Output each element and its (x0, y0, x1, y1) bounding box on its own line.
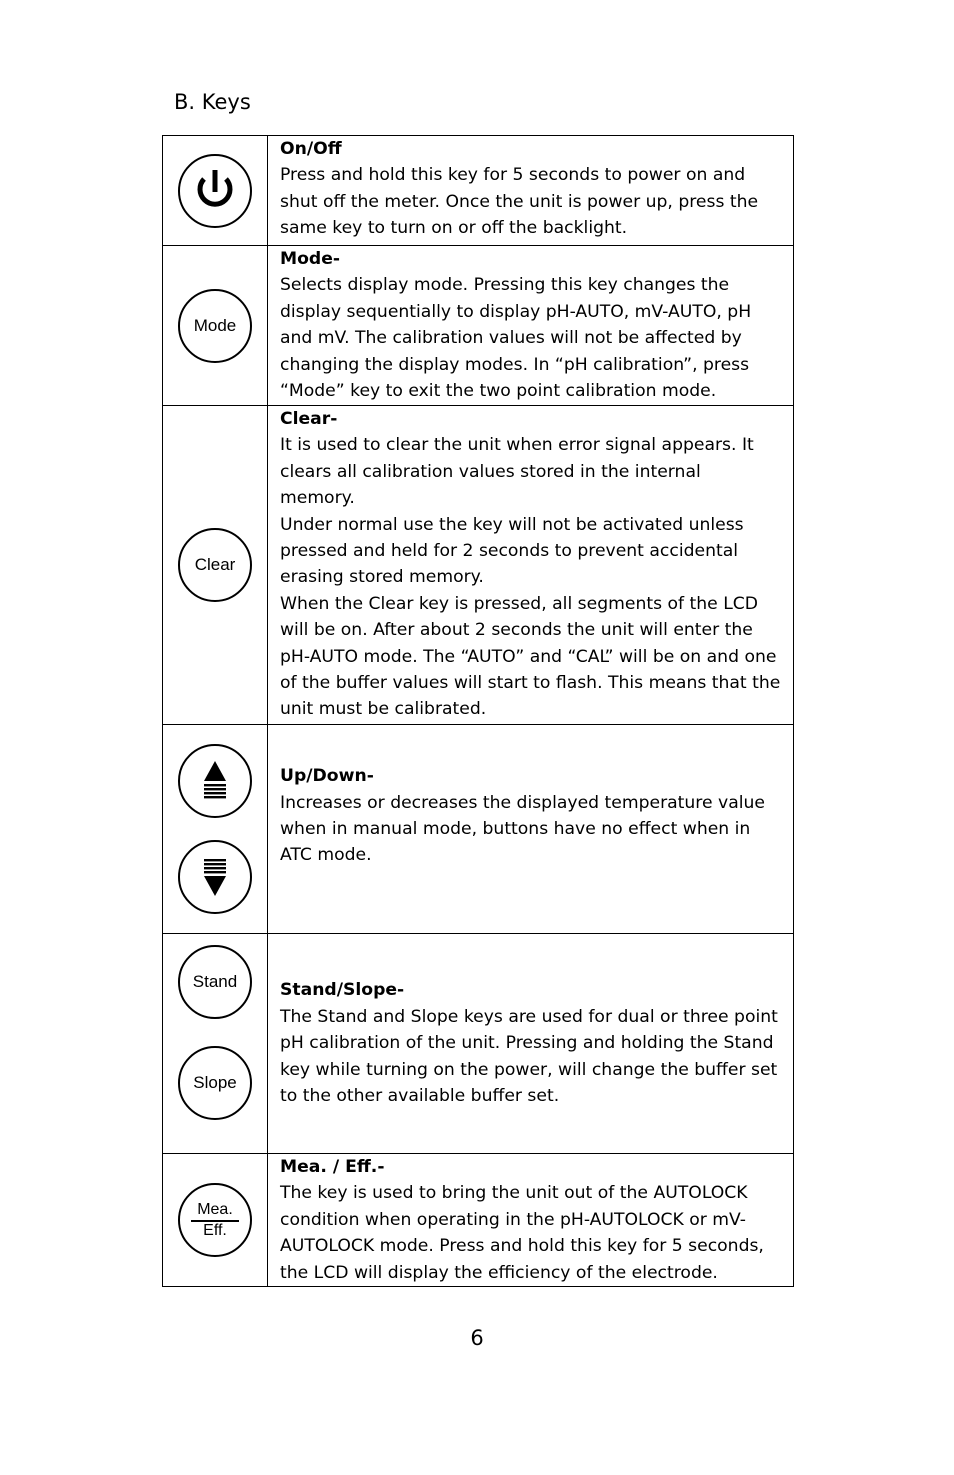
table-row (163, 136, 794, 246)
keys-table (162, 135, 794, 1287)
key-title: Mode- (280, 249, 341, 269)
table-row (163, 1154, 794, 1287)
key-description: The Stand and Slope keys are used for dual or three point pH calibration of the unit. Pressing and holding the Stand key while turning on the power, will change the buffer set to the other available buffer set. (280, 1006, 778, 1107)
description-cell (268, 725, 794, 934)
icon-cell (163, 406, 268, 725)
description-cell (268, 246, 794, 406)
icon-cell (163, 725, 268, 934)
power-icon (177, 153, 253, 229)
mea-eff-key-icon (178, 1183, 252, 1257)
description-cell (268, 934, 794, 1154)
clear-key-icon (178, 528, 252, 602)
table-row (163, 725, 794, 934)
slope-key-icon (178, 1046, 252, 1120)
icon-cell (163, 136, 268, 246)
up-arrow-icon (177, 743, 253, 819)
key-description: The key is used to bring the unit out of the AUTOLOCK condition when operating in the pH-AUTOLOCK or mV-AUTOLOCK mode. Press and hold this key for 5 seconds, the LCD will display the efficiency of the electrode. (280, 1183, 764, 1283)
key-title: Mea. / Eff.- (280, 1157, 385, 1177)
down-arrow-icon (177, 839, 253, 915)
icon-cell (163, 934, 268, 1154)
description-cell (268, 1154, 794, 1287)
key-title: On/Off (280, 139, 342, 159)
clear-key-label: Clear (194, 555, 236, 574)
key-description: Increases or decreases the displayed temperature value when in manual mode, buttons have no effect when in ATC mode. (280, 792, 765, 866)
key-description: It is used to clear the unit when error signal appears. It clears all calibration values stored in the internal memory. (280, 435, 754, 509)
mode-key-label: Mode (193, 315, 237, 335)
stand-key-icon (178, 945, 252, 1019)
table-row (163, 246, 794, 406)
key-title: Up/Down- (280, 766, 374, 787)
icon-cell (163, 1154, 268, 1287)
icon-stack (163, 743, 267, 915)
key-description: Press and hold this key for 5 seconds to power on and shut off the meter. Once the unit is power up, press the same key to turn on or off the backlight. (280, 165, 759, 239)
table-row (163, 934, 794, 1154)
key-title: Stand/Slope- (280, 980, 405, 1001)
stand-key-label: Stand (192, 972, 238, 991)
page-number: 6 (470, 1326, 484, 1350)
section-heading: B. Keys (174, 90, 251, 114)
key-description: Selects display mode. Pressing this key changes the display sequentially to display pH-AUTO, mV-AUTO, pH and mV. The calibration values will not be affected by changing the display modes. In “pH calibration”, press “Mode” key to exit the two point calibration mode. (280, 275, 752, 402)
slope-key-label: Slope (193, 1073, 237, 1092)
key-description: Under normal use the key will not be activated unless pressed and held for 2 seconds to prevent accidental erasing stored memory. (280, 514, 744, 588)
icon-cell (163, 246, 268, 406)
key-title: Clear- (280, 409, 338, 429)
table-row (163, 406, 794, 725)
mode-key-icon (178, 289, 252, 363)
mea-key-label: Mea. (191, 1201, 239, 1222)
eff-key-label: Eff. (203, 1221, 227, 1239)
key-description: When the Clear key is pressed, all segments of the LCD will be on. After about 2 seconds the unit will enter the pH-AUTO mode. The “AUTO” and “CAL” will be on and one of the buffer values will start to flash. This means that the unit must be calibrated. (280, 593, 781, 720)
description-cell (268, 406, 794, 725)
icon-stack (163, 945, 267, 1142)
description-cell (268, 136, 794, 246)
